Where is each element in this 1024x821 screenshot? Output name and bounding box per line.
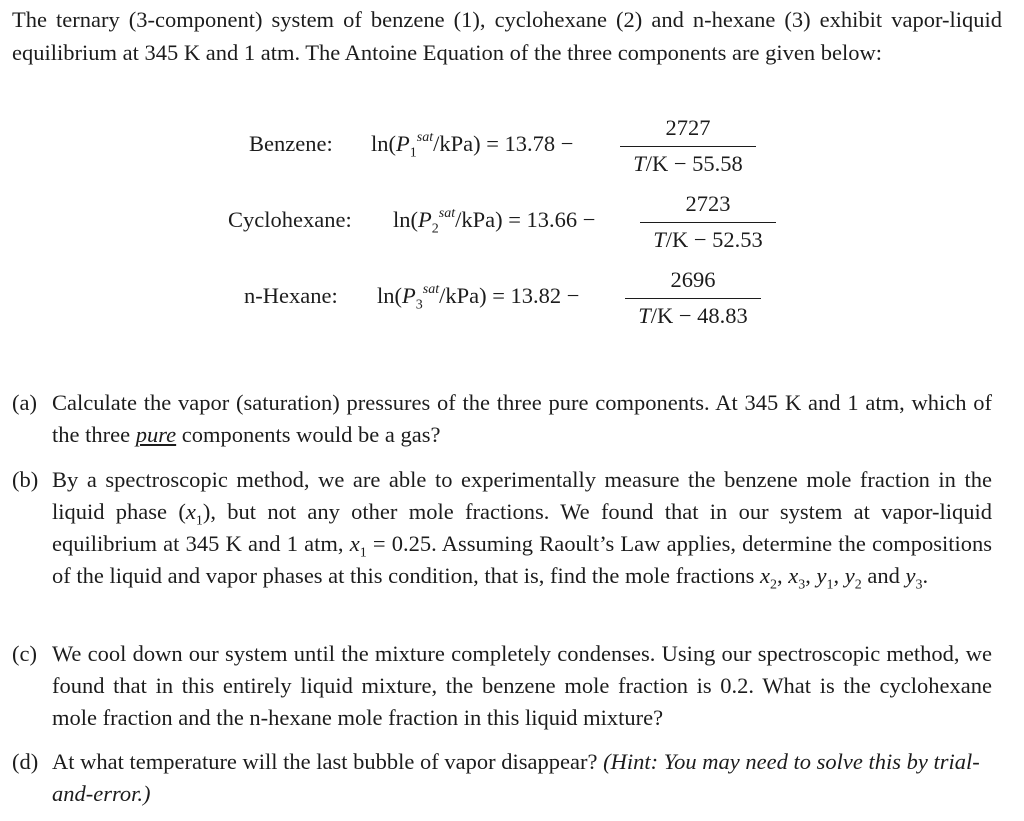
question-a bbox=[12, 387, 992, 451]
equation-n-hexane bbox=[0, 265, 1024, 337]
question-text: At what temperature will the last bubble of vapor disappear? (Hint: You may need to solve this by trial-and-error.) bbox=[52, 749, 980, 806]
question-label: (a) bbox=[12, 390, 37, 415]
question-text: Calculate the vapor (saturation) pressures of the three pure components. At 345 K and 1 atm, which of the three pure components would be a gas? bbox=[52, 390, 992, 447]
component-label: n-Hexane: bbox=[244, 283, 338, 308]
equation-lhs: $\ln(P_3^{sat}/kPa) = 13.82$ − bbox=[377, 281, 580, 313]
fraction-numerator: 2696 bbox=[670, 267, 716, 292]
question-label: (d) bbox=[12, 749, 39, 774]
fraction-denominator: T/K − 55.58 bbox=[633, 151, 743, 176]
fraction-numerator: 2723 bbox=[685, 191, 731, 216]
equation-lhs: $\ln(P_2^{sat}/kPa) = 13.66$ − bbox=[393, 205, 596, 237]
component-label: Cyclohexane: bbox=[228, 207, 352, 232]
equation-lhs: $\ln(P_1^{sat}/kPa) = 13.78$ − bbox=[371, 129, 574, 161]
equation-benzene bbox=[0, 113, 1024, 185]
intro-paragraph: The ternary (3-component) system of benzene (1), cyclohexane (2) and n-hexane (3) exhibit vapor-liquid equilibrium at 345 K and 1 atm. The Antoine Equation of the three components are given below: bbox=[12, 7, 1002, 65]
question-text: We cool down our system until the mixture completely condenses. Using our spectroscopic method, we found that in this entirely liquid mixture, the benzene mole fraction is 0.2. What is the cyclohexane mole fraction and the n-hexane mole fraction in this liquid mixture? bbox=[52, 641, 992, 730]
fraction-denominator: T/K − 48.83 bbox=[638, 303, 748, 328]
hint-text: (Hint: You may need to solve this by trial-and-error.) bbox=[52, 749, 980, 806]
equation-cyclohexane bbox=[0, 189, 1024, 261]
question-b bbox=[12, 464, 992, 592]
equation-fraction bbox=[620, 113, 756, 179]
fraction-numerator: 2727 bbox=[665, 115, 711, 140]
component-label: Benzene: bbox=[249, 131, 333, 156]
equation-fraction bbox=[625, 265, 761, 331]
question-label: (b) bbox=[12, 467, 39, 492]
question-label: (c) bbox=[12, 641, 37, 666]
equation-fraction bbox=[640, 189, 776, 255]
question-text: By a spectroscopic method, we are able to experimentally measure the benzene mole fraction in the liquid phase $(x_1)$, but not any other mole fractions. We found that in our system at vapor-liquid equilibrium at 345 K and 1 atm, $x_1 = 0.25$. Assuming Raoult’s Law applies, determine the compositions of the liquid and vapor phases at this condition, that is, find the mole fractions $x_2$, $x_3$, $y_1$, $y_2$ and $y_3$. bbox=[52, 467, 993, 593]
fraction-denominator: T/K − 52.53 bbox=[653, 227, 763, 252]
question-c bbox=[12, 638, 992, 734]
question-d bbox=[12, 746, 992, 810]
